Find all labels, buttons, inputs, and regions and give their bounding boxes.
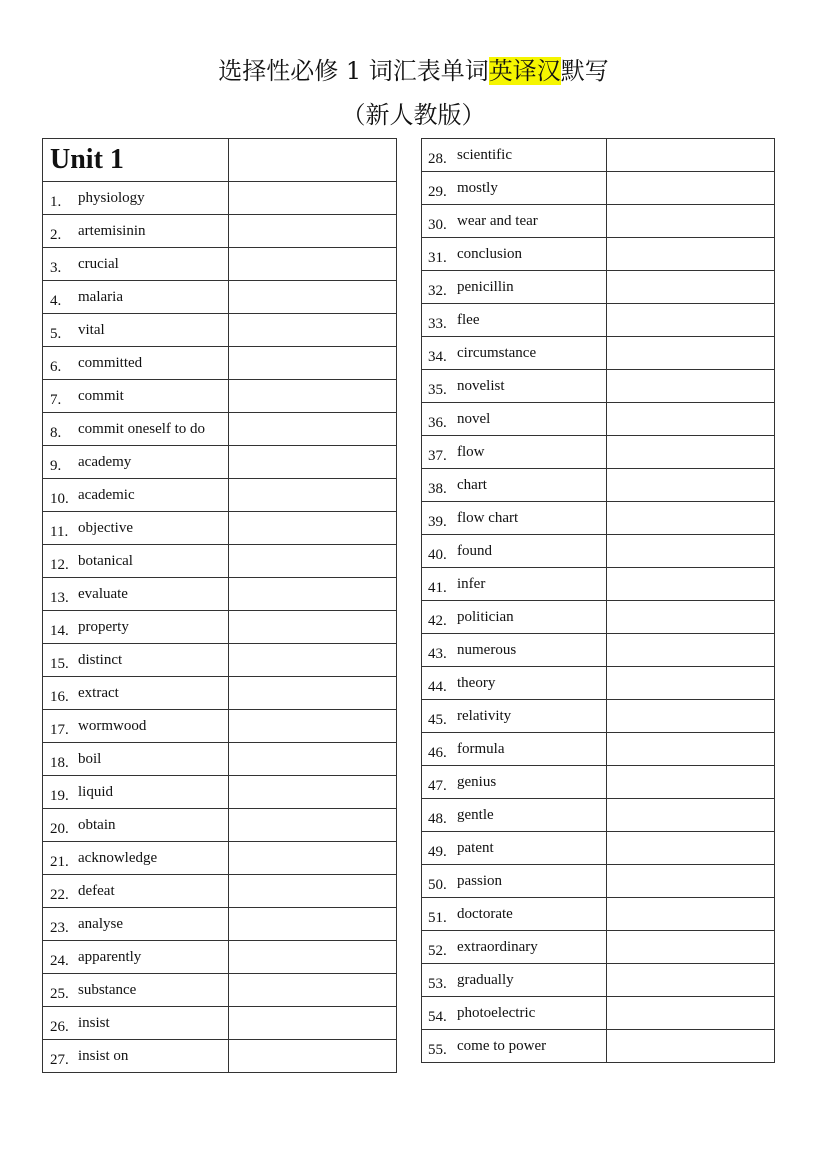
word-cell	[422, 898, 607, 931]
vocab-table-left	[42, 138, 397, 1073]
answer-cell[interactable]	[607, 667, 775, 700]
item-number: 16.	[50, 689, 69, 705]
item-number: 26.	[50, 1019, 69, 1035]
vocab-row	[43, 611, 397, 644]
item-number: 7.	[50, 392, 62, 408]
item-number: 2.	[50, 227, 62, 243]
english-word: scientific	[457, 147, 512, 163]
vocab-row	[43, 215, 397, 248]
word-cell	[422, 733, 607, 766]
item-number: 15.	[50, 656, 69, 672]
item-number: 33.	[428, 316, 447, 332]
word-cell	[422, 271, 607, 304]
vocab-row	[43, 545, 397, 578]
item-number: 49.	[428, 844, 447, 860]
english-word: politician	[457, 609, 514, 625]
english-word: academy	[78, 454, 132, 470]
english-word: extract	[78, 685, 119, 701]
word-cell	[43, 875, 229, 908]
item-number: 39.	[428, 514, 447, 530]
vocab-row	[422, 337, 775, 370]
vocab-row	[422, 601, 775, 634]
title-prefix: 选择性必修 1 词汇表单词	[218, 57, 489, 85]
word-cell	[422, 1030, 607, 1063]
item-number: 51.	[428, 910, 447, 926]
item-number: 22.	[50, 887, 69, 903]
answer-cell[interactable]	[607, 733, 775, 766]
answer-cell[interactable]	[607, 601, 775, 634]
word-cell	[422, 403, 607, 436]
english-word: objective	[78, 520, 133, 536]
vocab-row	[43, 347, 397, 380]
english-word: come to power	[457, 1038, 547, 1054]
english-word: numerous	[457, 642, 517, 658]
item-number: 6.	[50, 359, 62, 375]
word-cell	[43, 710, 229, 743]
item-number: 29.	[428, 184, 447, 200]
english-word: relativity	[457, 708, 512, 724]
word-cell	[422, 535, 607, 568]
english-word: photoelectric	[457, 1005, 536, 1021]
vocab-row	[43, 842, 397, 875]
answer-cell[interactable]	[229, 182, 397, 215]
word-cell	[43, 1040, 229, 1073]
item-number: 5.	[50, 326, 62, 342]
item-number: 14.	[50, 623, 69, 639]
answer-cell[interactable]	[229, 710, 397, 743]
vocab-row	[43, 1040, 397, 1073]
vocab-row	[422, 304, 775, 337]
answer-cell[interactable]	[607, 568, 775, 601]
word-cell	[43, 413, 229, 446]
item-number: 47.	[428, 778, 447, 794]
vocab-row	[43, 248, 397, 281]
item-number: 31.	[428, 250, 447, 266]
english-word: infer	[457, 576, 486, 592]
vocab-row	[43, 512, 397, 545]
word-cell	[43, 446, 229, 479]
word-cell	[422, 634, 607, 667]
item-number: 30.	[428, 217, 447, 233]
english-word: obtain	[78, 817, 116, 833]
english-word: liquid	[78, 784, 114, 800]
vocab-row	[43, 875, 397, 908]
vocab-row	[422, 997, 775, 1030]
english-word: penicillin	[457, 279, 514, 295]
english-word: novelist	[457, 378, 505, 394]
vocab-row	[422, 568, 775, 601]
vocab-row	[422, 832, 775, 865]
answer-cell[interactable]	[229, 875, 397, 908]
english-word: theory	[457, 675, 496, 691]
item-number: 9.	[50, 458, 62, 474]
unit-header-row	[43, 139, 397, 182]
word-cell	[422, 832, 607, 865]
vocab-row	[422, 667, 775, 700]
vocab-row	[422, 436, 775, 469]
answer-cell[interactable]	[229, 908, 397, 941]
answer-cell[interactable]	[229, 512, 397, 545]
word-cell	[422, 139, 607, 172]
vocab-row	[43, 677, 397, 710]
vocab-row	[43, 743, 397, 776]
item-number: 37.	[428, 448, 447, 464]
answer-cell[interactable]	[229, 941, 397, 974]
answer-cell[interactable]	[229, 611, 397, 644]
english-word: passion	[457, 873, 502, 889]
vocab-row	[43, 281, 397, 314]
answer-cell[interactable]	[607, 172, 775, 205]
vocab-row	[422, 898, 775, 931]
answer-cell[interactable]	[607, 997, 775, 1030]
item-number: 27.	[50, 1052, 69, 1068]
word-cell	[43, 842, 229, 875]
item-number: 10.	[50, 491, 69, 507]
answer-cell[interactable]	[607, 832, 775, 865]
item-number: 13.	[50, 590, 69, 606]
word-cell	[43, 182, 229, 215]
vocab-row	[43, 578, 397, 611]
english-word: malaria	[78, 289, 123, 305]
item-number: 43.	[428, 646, 447, 662]
answer-cell[interactable]	[607, 1030, 775, 1063]
word-cell	[43, 677, 229, 710]
item-number: 55.	[428, 1042, 447, 1058]
answer-cell[interactable]	[229, 677, 397, 710]
english-word: vital	[78, 322, 105, 338]
vocab-row	[43, 380, 397, 413]
answer-cell[interactable]	[607, 502, 775, 535]
item-number: 11.	[50, 524, 69, 540]
word-cell	[422, 304, 607, 337]
item-number: 52.	[428, 943, 447, 959]
answer-cell[interactable]	[607, 898, 775, 931]
word-cell	[43, 347, 229, 380]
answer-cell[interactable]	[229, 281, 397, 314]
english-word: analyse	[78, 916, 123, 932]
answer-cell[interactable]	[607, 436, 775, 469]
item-number: 18.	[50, 755, 69, 771]
answer-cell[interactable]	[607, 238, 775, 271]
vocab-row	[43, 941, 397, 974]
item-number: 44.	[428, 679, 447, 695]
vocab-row	[422, 403, 775, 436]
english-word: gentle	[457, 807, 494, 823]
answer-cell[interactable]	[229, 248, 397, 281]
vocab-row	[43, 974, 397, 1007]
item-number: 40.	[428, 547, 447, 563]
word-cell	[43, 314, 229, 347]
answer-cell[interactable]	[229, 545, 397, 578]
english-word: extraordinary	[457, 939, 538, 955]
english-word: property	[78, 619, 129, 635]
word-cell	[422, 502, 607, 535]
word-cell	[422, 337, 607, 370]
item-number: 41.	[428, 580, 447, 596]
vocab-row	[43, 413, 397, 446]
item-number: 34.	[428, 349, 447, 365]
vocab-row	[422, 139, 775, 172]
word-cell	[43, 908, 229, 941]
answer-cell[interactable]	[229, 380, 397, 413]
item-number: 3.	[50, 260, 62, 276]
vocab-row	[43, 809, 397, 842]
vocab-row	[422, 700, 775, 733]
item-number: 38.	[428, 481, 447, 497]
item-number: 45.	[428, 712, 447, 728]
vocab-row	[422, 766, 775, 799]
answer-cell[interactable]	[229, 139, 397, 182]
english-word: mostly	[457, 180, 498, 196]
word-cell	[43, 809, 229, 842]
item-number: 48.	[428, 811, 447, 827]
answer-cell[interactable]	[229, 644, 397, 677]
word-cell	[422, 700, 607, 733]
answer-cell[interactable]	[229, 1040, 397, 1073]
vocab-row	[43, 1007, 397, 1040]
word-cell	[43, 941, 229, 974]
word-cell	[422, 568, 607, 601]
item-number: 25.	[50, 986, 69, 1002]
vocab-row	[422, 535, 775, 568]
item-number: 50.	[428, 877, 447, 893]
item-number: 12.	[50, 557, 69, 573]
vocab-row	[43, 710, 397, 743]
item-number: 28.	[428, 151, 447, 167]
answer-cell[interactable]	[229, 578, 397, 611]
word-cell	[43, 248, 229, 281]
answer-cell[interactable]	[607, 304, 775, 337]
word-cell	[43, 479, 229, 512]
answer-cell[interactable]	[229, 314, 397, 347]
word-cell	[422, 667, 607, 700]
answer-cell[interactable]	[607, 766, 775, 799]
vocab-row	[43, 446, 397, 479]
word-cell	[43, 578, 229, 611]
english-word: found	[457, 543, 492, 559]
item-number: 1.	[50, 194, 62, 210]
vocab-row	[422, 733, 775, 766]
english-word: academic	[78, 487, 135, 503]
vocab-row	[422, 634, 775, 667]
word-cell	[43, 644, 229, 677]
english-word: doctorate	[457, 906, 513, 922]
english-word: insist	[78, 1015, 110, 1031]
word-cell	[43, 974, 229, 1007]
answer-cell[interactable]	[607, 337, 775, 370]
word-cell	[422, 601, 607, 634]
english-word: circumstance	[457, 345, 537, 361]
item-number: 4.	[50, 293, 62, 309]
answer-cell[interactable]	[229, 974, 397, 1007]
vocab-table-right	[421, 138, 775, 1063]
english-word: acknowledge	[78, 850, 158, 866]
vocab-row	[422, 172, 775, 205]
item-number: 42.	[428, 613, 447, 629]
vocab-row	[422, 271, 775, 304]
word-cell	[43, 743, 229, 776]
word-cell	[43, 512, 229, 545]
answer-cell[interactable]	[607, 370, 775, 403]
word-cell	[43, 380, 229, 413]
answer-cell[interactable]	[229, 842, 397, 875]
item-number: 8.	[50, 425, 62, 441]
word-cell	[43, 281, 229, 314]
answer-cell[interactable]	[229, 413, 397, 446]
vocab-row	[43, 776, 397, 809]
vocab-row	[422, 469, 775, 502]
english-word: crucial	[78, 256, 119, 272]
word-cell	[43, 776, 229, 809]
word-cell	[43, 545, 229, 578]
english-word: flow chart	[457, 510, 519, 526]
answer-cell[interactable]	[229, 215, 397, 248]
vocab-row	[422, 865, 775, 898]
vocab-row	[422, 964, 775, 997]
answer-cell[interactable]	[229, 776, 397, 809]
item-number: 54.	[428, 1009, 447, 1025]
title-suffix: 默写	[560, 57, 609, 85]
answer-cell[interactable]	[229, 809, 397, 842]
answer-cell[interactable]	[607, 469, 775, 502]
word-cell	[43, 215, 229, 248]
vocab-row	[43, 182, 397, 215]
english-word: wear and tear	[457, 213, 538, 229]
vocab-row	[43, 644, 397, 677]
page-title	[0, 56, 827, 86]
item-number: 21.	[50, 854, 69, 870]
answer-cell[interactable]	[229, 347, 397, 380]
vocab-row	[422, 205, 775, 238]
english-word: substance	[78, 982, 137, 998]
answer-cell[interactable]	[229, 1007, 397, 1040]
item-number: 32.	[428, 283, 447, 299]
english-word: boil	[78, 751, 102, 767]
english-word: formula	[457, 741, 505, 757]
english-word: conclusion	[457, 246, 522, 262]
item-number: 24.	[50, 953, 69, 969]
answer-cell[interactable]	[229, 479, 397, 512]
vocab-row	[43, 314, 397, 347]
answer-cell[interactable]	[607, 403, 775, 436]
vocab-row	[422, 238, 775, 271]
answer-cell[interactable]	[607, 865, 775, 898]
english-word: physiology	[78, 190, 145, 206]
english-word: distinct	[78, 652, 123, 668]
word-cell	[422, 469, 607, 502]
word-cell	[43, 611, 229, 644]
answer-cell[interactable]	[607, 535, 775, 568]
answer-cell[interactable]	[229, 446, 397, 479]
item-number: 35.	[428, 382, 447, 398]
edition-subtitle: （新人教版）	[341, 101, 486, 129]
item-number: 36.	[428, 415, 447, 431]
english-word: novel	[457, 411, 491, 427]
answer-cell[interactable]	[607, 964, 775, 997]
vocab-row	[422, 799, 775, 832]
english-word: flow	[457, 444, 485, 460]
word-cell	[422, 799, 607, 832]
word-cell	[422, 766, 607, 799]
english-word: commit	[78, 388, 124, 404]
vocab-row	[422, 370, 775, 403]
item-number: 46.	[428, 745, 447, 761]
english-word: defeat	[78, 883, 115, 899]
word-cell	[422, 865, 607, 898]
item-number: 53.	[428, 976, 447, 992]
english-word: evaluate	[78, 586, 128, 602]
english-word: genius	[457, 774, 497, 790]
word-cell	[422, 436, 607, 469]
answer-cell[interactable]	[607, 931, 775, 964]
english-word: patent	[457, 840, 494, 856]
word-cell	[422, 964, 607, 997]
answer-cell[interactable]	[607, 271, 775, 304]
word-cell	[422, 997, 607, 1030]
item-number: 19.	[50, 788, 69, 804]
english-word: flee	[457, 312, 480, 328]
english-word: gradually	[457, 972, 514, 988]
vocab-row	[43, 479, 397, 512]
item-number: 20.	[50, 821, 69, 837]
vocab-row	[422, 1030, 775, 1063]
word-cell	[422, 370, 607, 403]
word-cell	[422, 931, 607, 964]
answer-cell[interactable]	[607, 205, 775, 238]
word-cell	[422, 172, 607, 205]
english-word: artemisinin	[78, 223, 146, 239]
answer-cell[interactable]	[229, 743, 397, 776]
answer-cell[interactable]	[607, 799, 775, 832]
item-number: 17.	[50, 722, 69, 738]
word-cell	[43, 1007, 229, 1040]
unit-label: Unit 1	[43, 139, 229, 182]
answer-cell[interactable]	[607, 700, 775, 733]
vocab-row	[422, 502, 775, 535]
english-word: botanical	[78, 553, 133, 569]
english-word: committed	[78, 355, 143, 371]
answer-cell[interactable]	[607, 634, 775, 667]
vocab-row	[43, 908, 397, 941]
english-word: apparently	[78, 949, 142, 965]
vocab-row	[422, 931, 775, 964]
english-word: chart	[457, 477, 487, 493]
item-number: 23.	[50, 920, 69, 936]
english-word: wormwood	[78, 718, 147, 734]
word-cell	[422, 238, 607, 271]
title-highlight: 英译汉	[488, 57, 561, 85]
english-word: insist on	[78, 1048, 129, 1064]
word-cell	[422, 205, 607, 238]
english-word: commit oneself to do	[78, 421, 206, 437]
answer-cell[interactable]	[607, 139, 775, 172]
